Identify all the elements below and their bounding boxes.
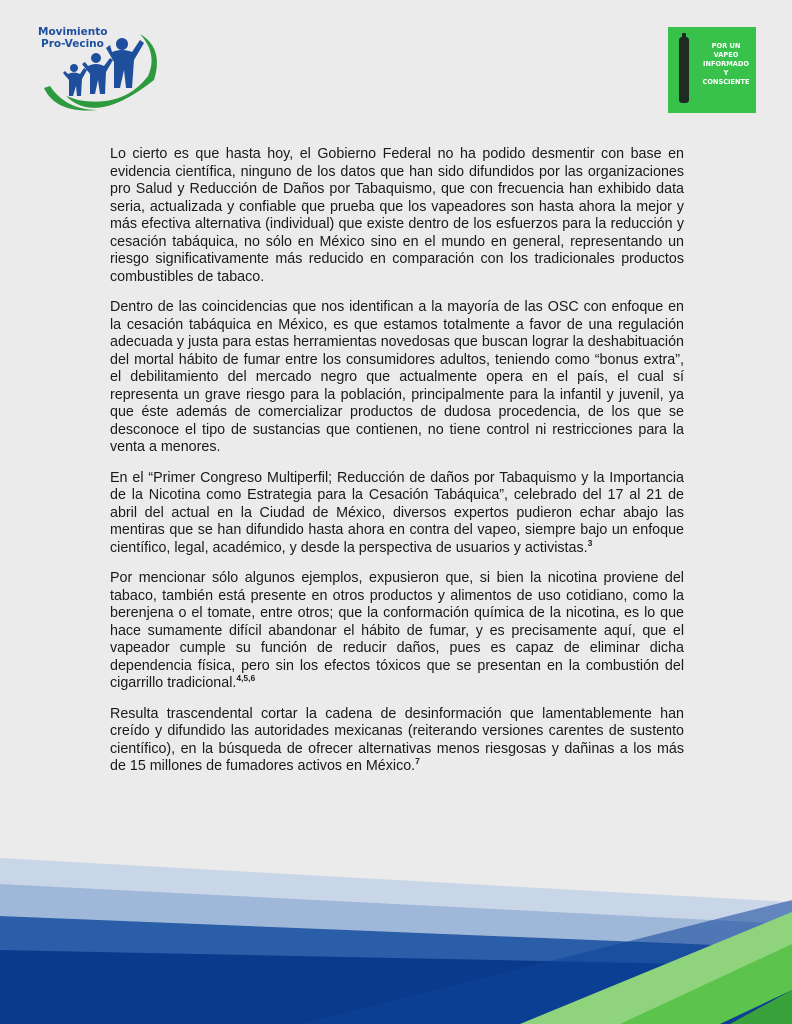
- paragraph-text: Resulta trascendental cortar la cadena de desinformación que lamentablemente han creído y difundido las autoridades mexicanas (reiterando versiones carentes de sustento científico), en la búsqueda de ofrecer alternativas menos riesgosas y dañinas a los más de 15 millones de fumadores activos en México.: [110, 705, 684, 774]
- paragraph-text: Por mencionar sólo algunos ejemplos, expusieron que, si bien la nicotina proviene del tabaco, también está presente en otros productos y alimentos de uso cotidiano, como la berenjena o el tomate, entre otros; que la conformación química de la nicotina, es lo que hace sumamente difícil abandonar el hábito de fumar, y es precisamente aquí, que el vapeador cumple su función de reducir daños, pues es capaz de eliminar dicha dependencia física, pero sin los efectos tóxicos que se presentan en la combustión del cigarrillo tradicional.: [110, 570, 684, 691]
- logo-wordmark: [38, 26, 118, 50]
- badge-line: CONSCIENTE: [702, 78, 750, 86]
- footnote-ref: 7: [415, 756, 420, 767]
- footnote-ref: 4,5,6: [236, 673, 256, 684]
- badge-line: Y: [723, 69, 729, 77]
- badge-line: VAPEO: [713, 51, 739, 59]
- movimiento-pro-vecino-logo: [36, 18, 166, 118]
- vapeo-consciente-badge: [668, 27, 756, 113]
- document-body: [110, 146, 684, 789]
- badge-text: [698, 42, 754, 87]
- badge-line: POR UN: [711, 42, 741, 50]
- paragraph: [110, 470, 684, 558]
- paragraph-text: En el “Primer Congreso Multiperfil; Reducción de daños por Tabaquismo y la Importancia de la Nicotina como Estrategia para la Cesación Tabáquica”, celebrado del 17 al 21 de abril del actual en la Ciudad de México, diversos expertos pudieron echar abajo las mentiras que se han difundido hasta ahora en contra del vapeo, siempre bajo un enfoque científico, legal, académico, y desde la perspectiva de usuarios y activistas.: [110, 469, 684, 556]
- footnote-ref: 3: [587, 537, 593, 548]
- paragraph: [110, 299, 684, 457]
- paragraph: [110, 570, 684, 693]
- paragraph: [110, 146, 684, 286]
- paragraph-text: Lo cierto es que hasta hoy, el Gobierno Federal no ha podido desmentir con base en evidencia científica, ninguno de los datos que han sido difundidos por las organizaciones pro Salud y Reducción de Daños por Tabaquismo, que con frecuencia han exhibido data seria, actualizada y confiable que prueba que los vapeadores son hasta ahora la mejor y más efectiva alternativa (individual) que existe dentro de los esfuerzos para la reducción y cesación tabáquica, no sólo en México sino en el mundo en general, representando un riesgo significativamente más reducido en comparación con los tradicionales productos combustibles de tabaco.: [110, 146, 684, 285]
- paragraph-text: Dentro de las coincidencias que nos identifican a la mayoría de las OSC con enfoque en la cesación tabáquica en México, es que estamos totalmente a favor de una regulación adecuada y justa para estas herramientas novedosas que buscan lograr la deshabituación del mortal hábito de fumar entre los consumidores adultos, teniendo como “bonus extra”, el debilitamiento del mercado negro que actualmente opera en el país, el cual sí representa un grave riesgo para la población, principalmente para la infantil y juvenil, ya que éste además de comercializar productos de dudosa procedencia, de los que se desconoce el tipo de sustancias que contienen, no tiene control ni restricciones para la venta a menores.: [110, 299, 684, 455]
- footer-wave-decoration: [0, 840, 792, 1024]
- logo-line-2: Pro-Vecino: [41, 38, 104, 50]
- logo-line-1: Movimiento: [38, 26, 108, 38]
- vape-device-icon: [679, 37, 689, 103]
- badge-line: INFORMADO: [703, 60, 749, 68]
- paragraph: [110, 706, 684, 776]
